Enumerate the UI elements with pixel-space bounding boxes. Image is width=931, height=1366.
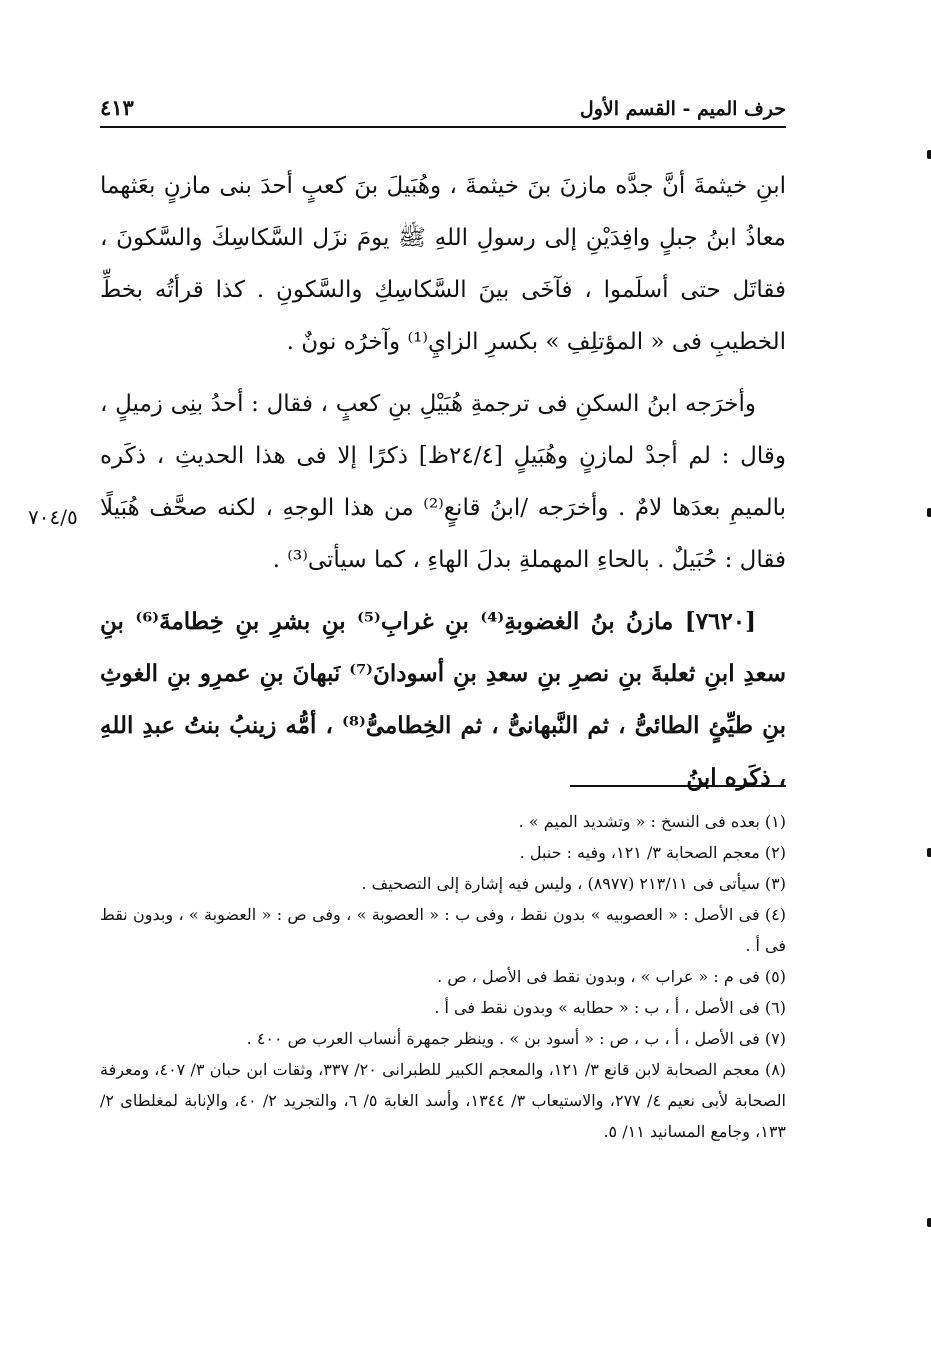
footnote-5: (٥) فى م : « عراب » ، وبدون نقط فى الأصل ، ص . bbox=[437, 967, 786, 986]
footnote-2: (٢) معجم الصحابة ٣/ ١٢١، وفيه : حنبل . bbox=[519, 843, 786, 862]
paragraph-2: وأخرَجه ابنُ السكنِ فى ترجمةِ هُبَيْلِ بنِ كعبٍ ، فقال : أحدُ بنِى زميلٍ ، وقال : لم أجدْ لمازنٍ وهُبَيلٍ [٢٤/٤ظ] ذكرًا إلا فى هذا الحديثِ ، ذكَره بالميمِ بعدَها لامٌ . وأخرَجه /ابنُ قانعٍ⁽²⁾ من هذا الوجهِ ، لكنه صحَّف هُبَيلًا فقال : حُبَيلٌ . بالحاءِ المهملةِ بدلَ الهاءِ ، كما سيأتى⁽³⁾ . bbox=[100, 391, 787, 573]
footnote-7: (٧) فى الأصل ، أ ، ب ، ص : « أسود بن » . وينظر جمهرة أنساب العرب ص ٤٠٠ . bbox=[246, 1029, 786, 1048]
paragraph-1: ابنِ خيثمةَ أنَّ جدَّه مازنَ بنَ خيثمةَ ، وهُبَيلَ بنَ كعبٍ أحدَ بنى مازنٍ بعَثهما معاذُ ابنُ جبلٍ وافِدَيْنِ إلى رسولِ اللهِ ﷺ يومَ نزَل السَّكاسِكَ والسَّكونَ ، فقاتَل حتى أسلَموا ، فآخَى بينَ السَّكاسِكِ والسَّكونِ . كذا قرأتُه بخطِّ الخطيبِ فى « المؤتلِفِ » بكسرِ الزايِ⁽¹⁾ وآخرُه نونٌ . bbox=[100, 173, 786, 355]
page-header bbox=[100, 92, 786, 128]
footnotes bbox=[100, 806, 786, 1147]
page-number: ٤١٣ bbox=[100, 95, 134, 120]
scan-mark bbox=[927, 150, 931, 159]
scan-mark bbox=[927, 848, 931, 857]
footnote-6: (٦) فى الأصل ، أ ، ب : « حطابه » وبدون نقط فى أ . bbox=[434, 998, 786, 1017]
entry-7620: [٧٦٢٠] مازنُ بنُ الغضوبةِ⁽⁴⁾ بنِ غرابِ⁽⁵⁾ بنِ بشرِ بنِ خِطامةَ⁽⁶⁾ بنِ سعدِ ابنِ ثعلبةَ بنِ نصرِ بنِ سعدِ بنِ أسودانَ⁽⁷⁾ نَبهانَ بنِ عمرِو بنِ الغوثِ بنِ طيِّئٍ الطائىُّ ، ثم النَّبهانىُّ ، ثم الخِطامىُّ⁽⁸⁾ ، أمُّه زينبُ بنتُ عبدِ اللهِ ، ذكَره ابنُ bbox=[100, 608, 786, 791]
footnote-4: (٤) فى الأصل : « العصوبيه » بدون نقط ، وفى ب : « العصوبة » ، وفى ص : « العضوبة » ، وبدون نقط فى أ . bbox=[100, 905, 786, 955]
margin-reference: ٧٠٤/٥ bbox=[28, 505, 78, 529]
footnote-divider bbox=[570, 785, 786, 787]
footnote-3: (٣) سيأتى فى ٢١٣/١١ (٨٩٧٧) ، وليس فيه إشارة إلى التصحيف . bbox=[361, 874, 786, 893]
footnote-8: (٨) معجم الصحابة لابن قانع ٣/ ١٢١، والمعجم الكبير للطبرانى ٢٠/ ٣٣٧، وثقات ابن حبان ٣/ ٤٠٧، ومعرفة الصحابة لأبى نعيم ٤/ ٢٧٧، والاستيعاب ٣/ ١٣٤٤، وأسد الغابة ٥/ ٦، والتجريد ٢/ ٤٠، والإنابة لمغلطاى ٢/ ١٣٣، وجامع المسانيد ١١/ ٥. bbox=[100, 1060, 787, 1141]
scan-mark bbox=[927, 1218, 931, 1227]
main-text bbox=[100, 160, 786, 804]
scan-mark bbox=[927, 508, 931, 517]
footnote-1: (١) بعده فى النسخ : « وتشديد الميم » . bbox=[518, 812, 786, 831]
running-title: حرف الميم - القسم الأول bbox=[579, 98, 786, 120]
